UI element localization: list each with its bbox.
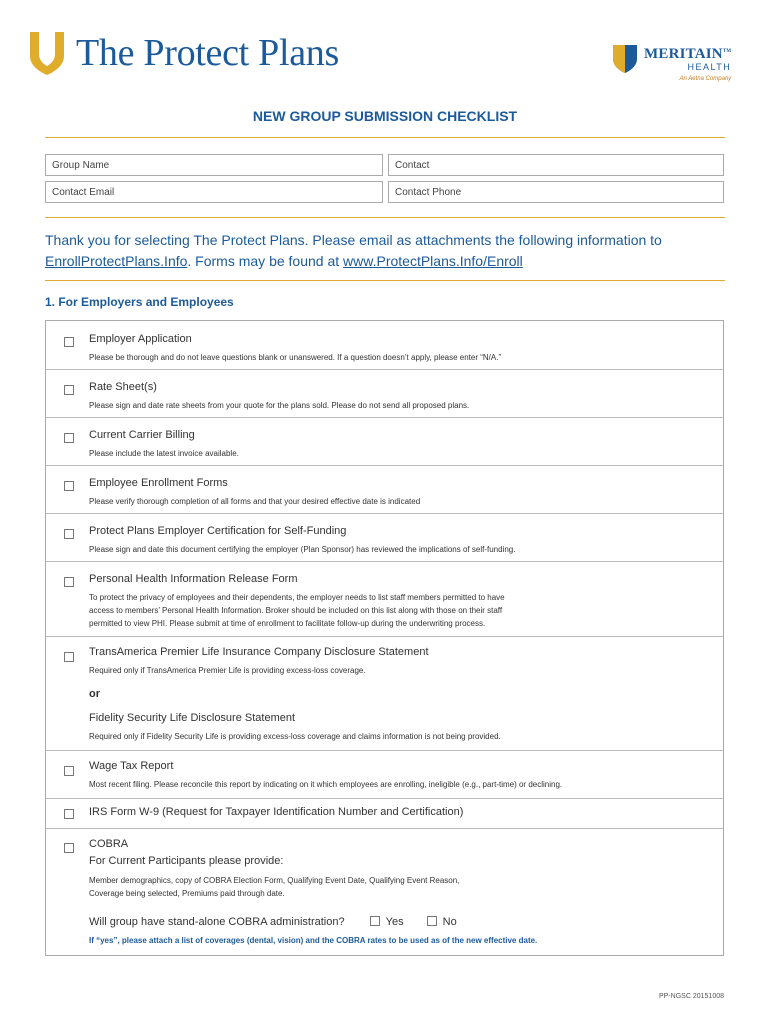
item-label: Current Carrier Billing (89, 429, 195, 441)
meritain-shield-icon (612, 44, 638, 74)
item-desc: Please include the latest invoice available. (89, 449, 239, 458)
item-label: Rate Sheet(s) (89, 381, 157, 393)
contact-phone-field[interactable]: Contact Phone (388, 181, 724, 203)
intro-text: Thank you for selecting The Protect Plans. Please email as attachments the following information to EnrollProtectPlans.Info. Forms may be found at www.ProtectPlans.Info/Enroll (45, 232, 662, 269)
item-desc: Required only if TransAmerica Premier Life is providing excess-loss coverage. (89, 666, 366, 675)
divider (45, 137, 725, 138)
item-label: TransAmerica Premier Life Insurance Company Disclosure Statement (89, 646, 429, 658)
item-desc-line: permitted to view PHI. Please submit at time of enrollment to facilitate follow-up during the underwriting process. (89, 619, 486, 628)
item-desc-line: Coverage being selected, Premiums paid through date. (89, 889, 285, 898)
yes-checkbox[interactable] (370, 916, 380, 926)
item-desc: Most recent filing. Please reconcile this report by indicating on it which employees are enrolling, ineligible (e.g., part-time) or declining. (89, 780, 563, 789)
checkbox[interactable] (64, 337, 74, 347)
checklist-item (46, 417, 723, 466)
partner-sub: HEALTH (687, 62, 732, 72)
checklist-item (46, 750, 723, 799)
contact-field[interactable]: Contact (388, 154, 724, 176)
no-checkbox[interactable] (427, 916, 437, 926)
form-code: PP-NGSC 20151008 (659, 993, 724, 1000)
checklist-item (46, 828, 723, 955)
item-label: Protect Plans Employer Certification for Self-Funding (89, 525, 347, 537)
item-label: Personal Health Information Release Form (89, 573, 298, 585)
no-label: No (442, 916, 457, 928)
item-label: COBRA (89, 838, 129, 850)
divider (45, 217, 725, 218)
checklist (45, 320, 724, 956)
partner-logo (612, 44, 731, 85)
brand-name: The Protect Plans (76, 32, 339, 74)
item-desc: Please sign and date rate sheets from your quote for the plans sold. Please do not send all proposed plans. (89, 401, 470, 410)
checklist-item (46, 465, 723, 514)
cobra-note: If “yes”, please attach a list of coverages (dental, vision) and the COBRA rates to be used as of the new effective date. (89, 936, 538, 945)
checklist-item (46, 636, 723, 751)
checkbox[interactable] (64, 843, 74, 853)
item-label: Employee Enrollment Forms (89, 477, 228, 489)
item-alt-desc: Required only if Fidelity Security Life is providing excess-loss coverage and claims information is not being provided. (89, 732, 501, 741)
checkbox[interactable] (64, 577, 74, 587)
item-sub-label: For Current Participants please provide: (89, 855, 284, 867)
checkbox[interactable] (64, 481, 74, 491)
group-name-field[interactable]: Group Name (45, 154, 383, 176)
checkbox[interactable] (64, 766, 74, 776)
or-separator: or (89, 688, 100, 700)
email-link[interactable]: EnrollProtectPlans.Info (45, 253, 188, 269)
yes-label: Yes (385, 916, 404, 928)
page-title: NEW GROUP SUBMISSION CHECKLIST (252, 108, 518, 124)
item-desc-line: Member demographics, copy of COBRA Election Form, Qualifying Event Date, Qualifying Event Reason, (89, 876, 460, 885)
partner-name: MERITAIN™ (644, 46, 732, 62)
enroll-url-link[interactable]: www.ProtectPlans.Info/Enroll (343, 253, 523, 269)
item-desc: Please be thorough and do not leave questions blank or unanswered. If a question doesn’t apply, please enter “N/A.” (89, 353, 502, 362)
item-label: IRS Form W-9 (Request for Taxpayer Identification Number and Certification) (89, 806, 464, 818)
item-desc-line: To protect the privacy of employees and their dependents, the employer needs to list staff members permitted to have (89, 593, 505, 602)
checkbox[interactable] (64, 652, 74, 662)
shield-icon (28, 30, 66, 76)
brand-logo (28, 30, 339, 76)
checkbox[interactable] (64, 385, 74, 395)
contact-email-field[interactable]: Contact Email (45, 181, 383, 203)
checkbox[interactable] (64, 433, 74, 443)
checklist-item (46, 513, 723, 562)
divider (45, 280, 725, 281)
item-label: Wage Tax Report (89, 760, 174, 772)
checklist-item (46, 321, 723, 370)
section-heading: 1. For Employers and Employees (45, 295, 234, 309)
checklist-item (46, 561, 723, 637)
item-alt-label: Fidelity Security Life Disclosure Statement (89, 712, 296, 724)
checklist-item (46, 798, 723, 829)
checkbox[interactable] (64, 809, 74, 819)
checklist-item (46, 369, 723, 418)
checkbox[interactable] (64, 529, 74, 539)
cobra-question: Will group have stand-alone COBRA administration? Yes No (89, 916, 457, 928)
item-desc: Please verify thorough completion of all forms and that your desired effective date is indicated (89, 497, 421, 506)
partner-tagline: An Aetna Company (679, 76, 732, 82)
item-desc: Please sign and date this document certifying the employer (Plan Sponsor) has reviewed the implications of self-funding. (89, 545, 516, 554)
item-label: Employer Application (89, 333, 192, 345)
item-desc-line: access to members’ Personal Health Information. Broker should be included on this list along with those on their staff (89, 606, 503, 615)
